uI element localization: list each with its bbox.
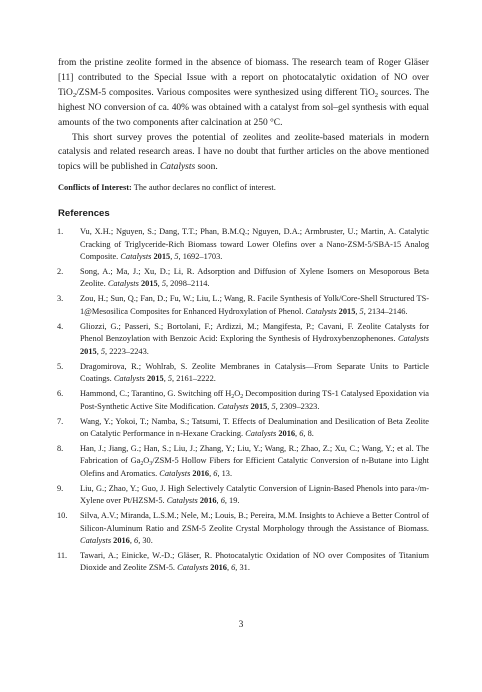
text-run: , 2134–2146. — [363, 306, 408, 316]
italic-text: Catalysts — [113, 374, 145, 384]
reference-item — [58, 443, 429, 480]
italic-text: Catalysts — [217, 401, 249, 411]
reference-item — [58, 388, 429, 413]
reference-number: 5. — [57, 361, 64, 371]
text-run: , — [96, 346, 101, 356]
text-run: , — [157, 279, 162, 289]
italic-text: Catalysts — [305, 306, 337, 316]
reference-text — [80, 551, 429, 572]
subscript: 2 — [231, 394, 235, 401]
subscript: 2 — [374, 91, 379, 99]
bold-text: 2015 — [80, 346, 97, 356]
text-run: , — [209, 468, 214, 478]
bold-text: 2015 — [250, 401, 268, 411]
reference-text — [80, 484, 429, 505]
italic-text: 6 — [220, 496, 225, 506]
page-number: 3 — [238, 620, 244, 630]
italic-text: Catalysts — [397, 334, 429, 344]
reference-number: 10. — [57, 511, 68, 521]
text-run: O — [143, 456, 150, 466]
reference-number: 4. — [57, 321, 64, 331]
reference-item — [58, 550, 429, 575]
conflicts-label: Conflicts of Interest: — [58, 183, 132, 193]
text-run: , 2309–2323. — [275, 401, 320, 411]
text-run: Song, A.; Ma, J.; Xu, D.; Li, R. Adsorption and Diffusion of Xylene Isomers on Mesoporous Beta Zeolite. — [80, 267, 429, 289]
text-run: Tawari, A.; Einicke, W.-D.; Gläser, R. Photocatalytic Oxidation of NO over Composites of Titanium Dioxide and Zeolite ZSM-5. — [80, 550, 429, 573]
text-run: sources. The highest NO conversion of ca. 40% was obtained with a catalyst from sol–gel synthesis with equal amounts of the two components after calcination at 250 °C. — [58, 87, 430, 128]
italic-text: Catalysts — [159, 468, 191, 478]
reference-text — [80, 294, 429, 315]
italic-text: 5 — [167, 374, 173, 384]
italic-text: Catalysts — [159, 162, 196, 173]
text-run: /ZSM-5 Hollow Fibers for Efficient Catalytic Conversion of n-Butane into Light Olefins and Aromatics. — [80, 456, 429, 478]
subscript: 3 — [149, 461, 153, 468]
reference-item — [58, 293, 429, 318]
references-heading: References — [58, 208, 110, 220]
text-run: , — [226, 563, 232, 573]
reference-text — [80, 362, 429, 383]
subscript: 2 — [240, 394, 244, 401]
italic-text: 5 — [100, 346, 106, 356]
text-run: , 30. — [138, 535, 153, 545]
subscript: 2 — [72, 91, 77, 99]
bold-text: 2016 — [113, 535, 130, 545]
reference-text — [80, 389, 429, 410]
text-run: Hammond, C.; Tarantino, G. Switching off H — [80, 389, 232, 399]
text-run: , — [355, 306, 360, 316]
text-run: , 2161–2222. — [172, 374, 216, 384]
conflicts-of-interest — [58, 181, 429, 194]
bold-text: 2015 — [338, 306, 356, 316]
italic-text: 5 — [174, 252, 179, 262]
text-run: Dragomirova, R.; Wohlrab, S. Zeolite Membranes in Catalysis—From Separate Units to Particle Coatings. — [80, 361, 429, 384]
text-run: O — [234, 389, 241, 399]
italic-text: Catalysts — [80, 535, 112, 545]
text-run: , 19. — [224, 496, 240, 506]
bold-text: 2016 — [210, 563, 227, 573]
reference-text — [80, 417, 429, 438]
italic-text: 6 — [134, 535, 139, 545]
italic-text: Catalysts — [107, 279, 139, 289]
text-run: , — [216, 496, 221, 506]
text-run: Liu, G.; Zhao, Y.; Guo, J. High Selectively Catalytic Conversion of Lignin-Based Phenols into para-/m-Xylene over Pt/HZSM-5. — [80, 483, 429, 506]
italic-text: 6 — [231, 563, 236, 573]
text-run: , 2223–2243. — [105, 346, 149, 356]
italic-text: 5 — [271, 401, 276, 411]
text-run: Decomposition during TS-1 Catalysed Epoxidation via Post-Synthetic Active Site Modification. — [80, 389, 429, 411]
bold-text: 2015 — [147, 374, 164, 384]
bold-text: 2016 — [199, 496, 217, 506]
text-run: Gliozzi, G.; Passeri, S.; Bortolani, F.; Ardizzi, M.; Mangifesta, P.; Cavani, F. Zeolite Catalysts for Phenol Benzoylation with Benzoic Acid: Exploring the Synthesis of Hydroxybenzophenones. — [80, 321, 429, 344]
reference-text — [80, 322, 429, 356]
text-run: , 1692–1703. — [178, 252, 223, 262]
italic-text: 5 — [161, 279, 166, 289]
page-content — [58, 56, 429, 577]
reference-item — [58, 266, 429, 291]
reference-number: 2. — [57, 267, 64, 277]
text-run: /ZSM-5 composites. Various composites were synthesized using different TiO — [76, 87, 375, 98]
text-run: Zou, H.; Sun, Q.; Fan, D.; Fu, W.; Liu, L.; Wang, R. Facile Synthesis of Yolk/Core-Shell Structured TS-1@Mesosilica Composites for Enhanced Hydroxylation of Phenol. — [80, 294, 429, 316]
italic-text: 6 — [299, 428, 304, 438]
bold-text: 2016 — [278, 428, 296, 438]
reference-number: 6. — [57, 389, 64, 399]
bold-text: 2016 — [192, 468, 210, 478]
italic-text: 6 — [213, 468, 218, 478]
reference-item — [58, 226, 429, 263]
bold-text: 2015 — [140, 279, 158, 289]
italic-text: Catalysts — [177, 563, 209, 573]
text-run: Wang, Y.; Yokoi, T.; Namba, S.; Tatsumi, T. Effects of Dealumination and Desilication of Beta Zeolite on Catalytic Performance in n-Hexane Cracking. — [80, 416, 429, 438]
reference-item — [58, 416, 429, 441]
reference-number: 7. — [57, 416, 64, 426]
text-run: , — [129, 535, 135, 545]
reference-number: 9. — [57, 483, 64, 493]
reference-text — [80, 267, 429, 288]
body-paragraph-2 — [58, 131, 429, 176]
reference-item — [58, 510, 429, 547]
text-run: , 2098–2114. — [166, 279, 210, 289]
reference-item — [58, 483, 429, 508]
text-run: Han, J.; Jiang, G.; Han, S.; Liu, J.; Zhang, Y.; Liu, Y.; Wang, R.; Zhao, Z.; Xu, C.; Wang, Y.; et al. The Fabrication of Ga — [80, 443, 429, 466]
text-run: , 8. — [303, 428, 314, 438]
italic-text: 5 — [359, 306, 364, 316]
reference-item — [58, 321, 429, 358]
reference-number: 11. — [57, 550, 68, 560]
subscript: 2 — [140, 461, 144, 468]
text-run: , — [163, 374, 168, 384]
italic-text: Catalysts — [166, 496, 198, 506]
text-run: Silva, A.V.; Miranda, L.S.M.; Nele, M.; Louis, B.; Pereira, M.M. Insights to Achieve a Better Control of Silicon-Aluminum Ratio and ZSM-5 Zeolite Crystal Morphology through the Assistance of Biomass. — [80, 511, 429, 533]
reference-number: 8. — [57, 443, 64, 453]
text-run: , 31. — [235, 563, 250, 573]
text-run: , — [267, 401, 272, 411]
text-run: , — [170, 252, 175, 262]
text-run: , — [295, 428, 300, 438]
text-run: This short survey proves the potential of zeolites and zeolite-based materials in modern catalysis and related research areas. I have no doubt that further articles on the above mentioned topics will be published in — [58, 132, 429, 173]
bold-text: 2015 — [153, 252, 171, 262]
reference-text — [80, 227, 429, 261]
reference-text — [80, 511, 429, 545]
conflicts-text: The author declares no conflict of interest. — [131, 183, 276, 193]
references-list — [58, 226, 429, 575]
reference-number: 1. — [57, 227, 64, 237]
italic-text: Catalysts — [120, 252, 152, 262]
reference-item — [58, 361, 429, 386]
text-run: from the pristine zeolite formed in the absence of biomass. The research team of Roger Gläser [11] contributed to the Special Issue with a report on photocatalytic oxidation of NO over TiO — [58, 58, 429, 98]
text-run: , 13. — [217, 468, 233, 478]
reference-number: 3. — [57, 294, 64, 304]
text-run: soon. — [195, 162, 218, 173]
italic-text: Catalysts — [245, 428, 277, 438]
text-run: Vu, X.H.; Nguyen, S.; Dang, T.T.; Phan, B.M.Q.; Nguyen, D.A.; Armbruster, U.; Martin, A. Catalytic Cracking of Triglyceride-Rich Biomass toward Lower Olefins over a Nano-ZSM-5/SBA-15 Analog Composite. — [80, 227, 429, 262]
body-paragraph-1 — [58, 56, 429, 131]
reference-text — [80, 444, 429, 478]
